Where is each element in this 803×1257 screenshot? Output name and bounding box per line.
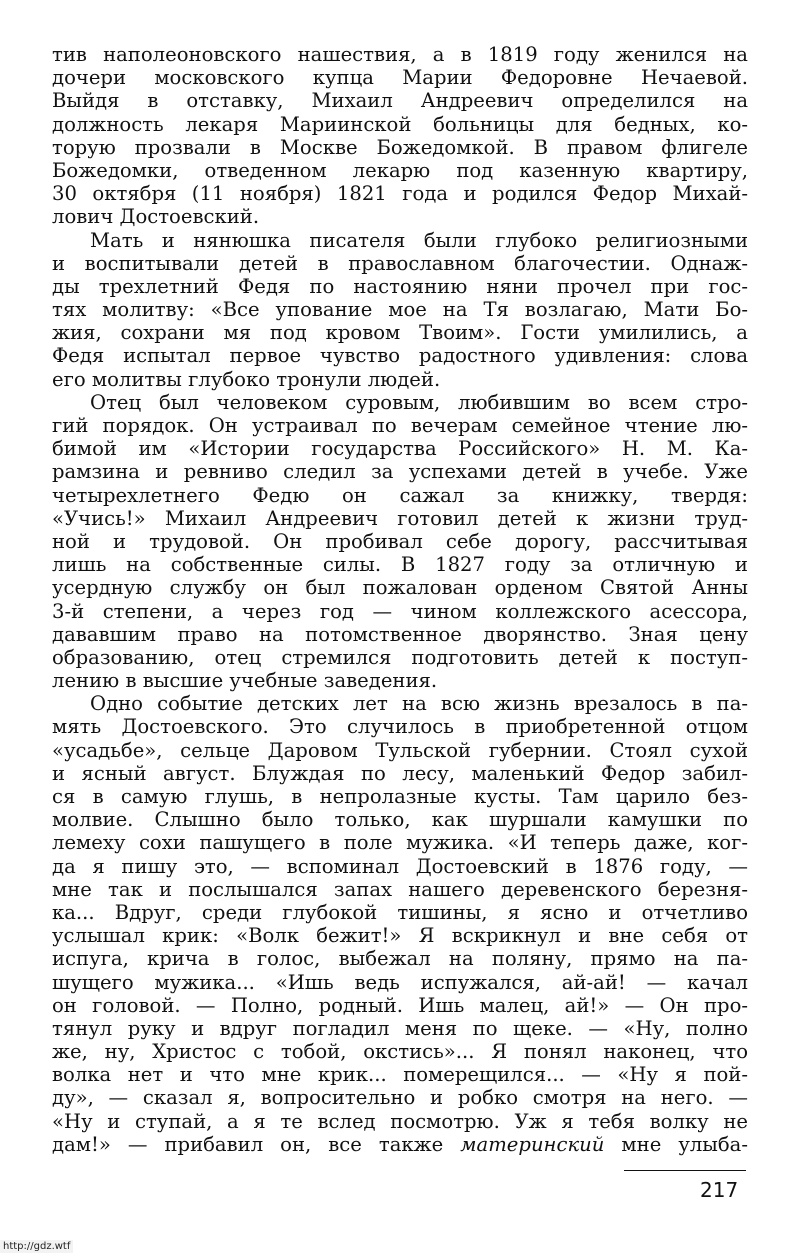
text-line: ка... Вдруг, среди глубокой тишины, я ясно и отчетливо — [52, 900, 748, 924]
text-line: мне так и послышался запах нашего деревенского березня- — [52, 877, 748, 901]
text-line: четырехлетнего Федю он сажал за книжку, твердя: — [52, 483, 748, 507]
text-line: должность лекаря Мариинской больницы для бедных, ко- — [52, 112, 748, 136]
text-line: волка нет и что мне крик... померещился... — «Ну я пой- — [52, 1063, 748, 1087]
text-line: «Ну и ступай, а я те вслед посмотрю. Уж я тебя волку не — [52, 1109, 748, 1133]
text-line: тях молитву: «Все упование мое на Тя возлагаю, Мати Бо- — [52, 298, 748, 322]
text-line: лемеху сохи пашущего в поле мужика. «И теперь даже, ког- — [52, 831, 748, 855]
text-line: лишь на собственные силы. В 1827 году за отличную и — [52, 553, 748, 577]
text-line: и воспитывали детей в православном благочестии. Однаж- — [52, 251, 748, 275]
paragraph-3 — [52, 391, 748, 692]
text-line: мять Достоевского. Это случилось в приобретенной отцом — [52, 715, 748, 739]
source-link[interactable]: http://gdz.wtf — [0, 1240, 73, 1253]
text-line: услышал крик: «Волк бежит!» Я вскрикнул и вне себя от — [52, 924, 748, 948]
text-line: образованию, отец стремился подготовить детей к поступ- — [52, 645, 748, 669]
text-line: тив наполеоновского нашествия, а в 1819 году женился на — [52, 43, 748, 66]
text-line: Одно событие детских лет на всю жизнь врезалось в па- — [90, 692, 748, 716]
text-line: ной и трудовой. Он пробивал себе дорогу, рассчитывая — [52, 529, 748, 553]
footnote-rule — [624, 1170, 746, 1171]
text-line: и ясный август. Блуждая по лесу, маленький Федор забил- — [52, 761, 748, 785]
text-line: Мать и нянюшка писателя были глубоко религиозными — [90, 228, 748, 252]
text-line: его молитвы глубоко тронули людей. — [52, 367, 441, 391]
page-number: 217 — [700, 1178, 739, 1202]
text-line: испуга, крича в голос, выбежал на поляну, прямо на па- — [52, 947, 748, 971]
paragraph-1 — [52, 43, 748, 229]
paragraph-4 — [52, 692, 748, 1156]
text-line: лович Достоевский. — [52, 205, 260, 229]
text-line: жия, сохрани мя под кровом Твоим». Гости умилились, а — [52, 321, 748, 345]
text-line: ся в самую глушь, в непролазные кусты. Там царило без- — [52, 785, 748, 808]
text-line: Федя испытал первое чувство радостного удивления: слова — [52, 344, 748, 368]
text-line: Выйдя в отставку, Михаил Андреевич определился на — [52, 89, 748, 113]
text-line: торую прозвали в Москве Божедомкой. В правом флигеле — [52, 135, 748, 159]
text-line: «Учись!» Михаил Андреевич готовил детей к жизни труд- — [52, 506, 748, 530]
text-line: дававшим право на потомственное дворянство. Зная цену — [52, 622, 748, 646]
text-line: гий порядок. Он устраивал по вечерам семейное чтение лю- — [52, 414, 748, 437]
text-fragment: дам!» — прибавил он, все также — [52, 1132, 461, 1156]
text-line: бимой им «Истории государства Российского» Н. М. Ка- — [52, 437, 748, 461]
text-line: же, ну, Христос с тобой, окстись»... Я понял наконец, что — [52, 1040, 748, 1064]
text-line: он головой. — Полно, родный. Ишь малец, ай!» — Он про- — [52, 993, 748, 1017]
text-line: ды трехлетний Федя по настоянию няни прочел при гос- — [52, 274, 748, 298]
text-line-with-emphasis — [52, 1133, 748, 1156]
text-line: тянул руку и вдруг погладил меня по щеке. — «Ну, полно — [52, 1016, 748, 1040]
text-line: рамзина и ревниво следил за успехами детей в учебе. Уже — [52, 460, 748, 484]
text-line: дочери московского купца Марии Федоровне Нечаевой. — [52, 66, 748, 90]
text-line: 3-й степени, а через год — чином коллежского асессора, — [52, 599, 748, 623]
text-line: шущего мужика... «Ишь ведь испужался, ай-ай! — качал — [52, 970, 748, 994]
text-line: да я пишу это, — вспоминал Достоевский в 1876 году, — — [52, 854, 748, 878]
paragraph-2 — [52, 229, 748, 391]
page-text — [52, 43, 748, 1156]
text-line: ду», — сказал я, вопросительно и робко смотря на него. — — [52, 1086, 748, 1110]
emphasized-word: материнский — [460, 1132, 605, 1156]
text-line: «усадьбе», сельце Даровом Тульской губернии. Стоял сухой — [52, 738, 748, 762]
text-line: молвие. Слышно было только, как шуршали камушки по — [52, 808, 748, 832]
text-line: лению в высшие учебные заведения. — [52, 669, 438, 693]
text-line: усердную службу он был пожалован орденом Святой Анны — [52, 576, 748, 600]
text-fragment: мне улыба- — [604, 1132, 748, 1156]
text-line: 30 октября (11 ноября) 1821 года и родился Федор Михай- — [52, 182, 748, 206]
text-line: Отец был человеком суровым, любившим во всем стро- — [90, 390, 748, 414]
text-line: Божедомки, отведенном лекарю под казенную квартиру, — [52, 158, 748, 182]
